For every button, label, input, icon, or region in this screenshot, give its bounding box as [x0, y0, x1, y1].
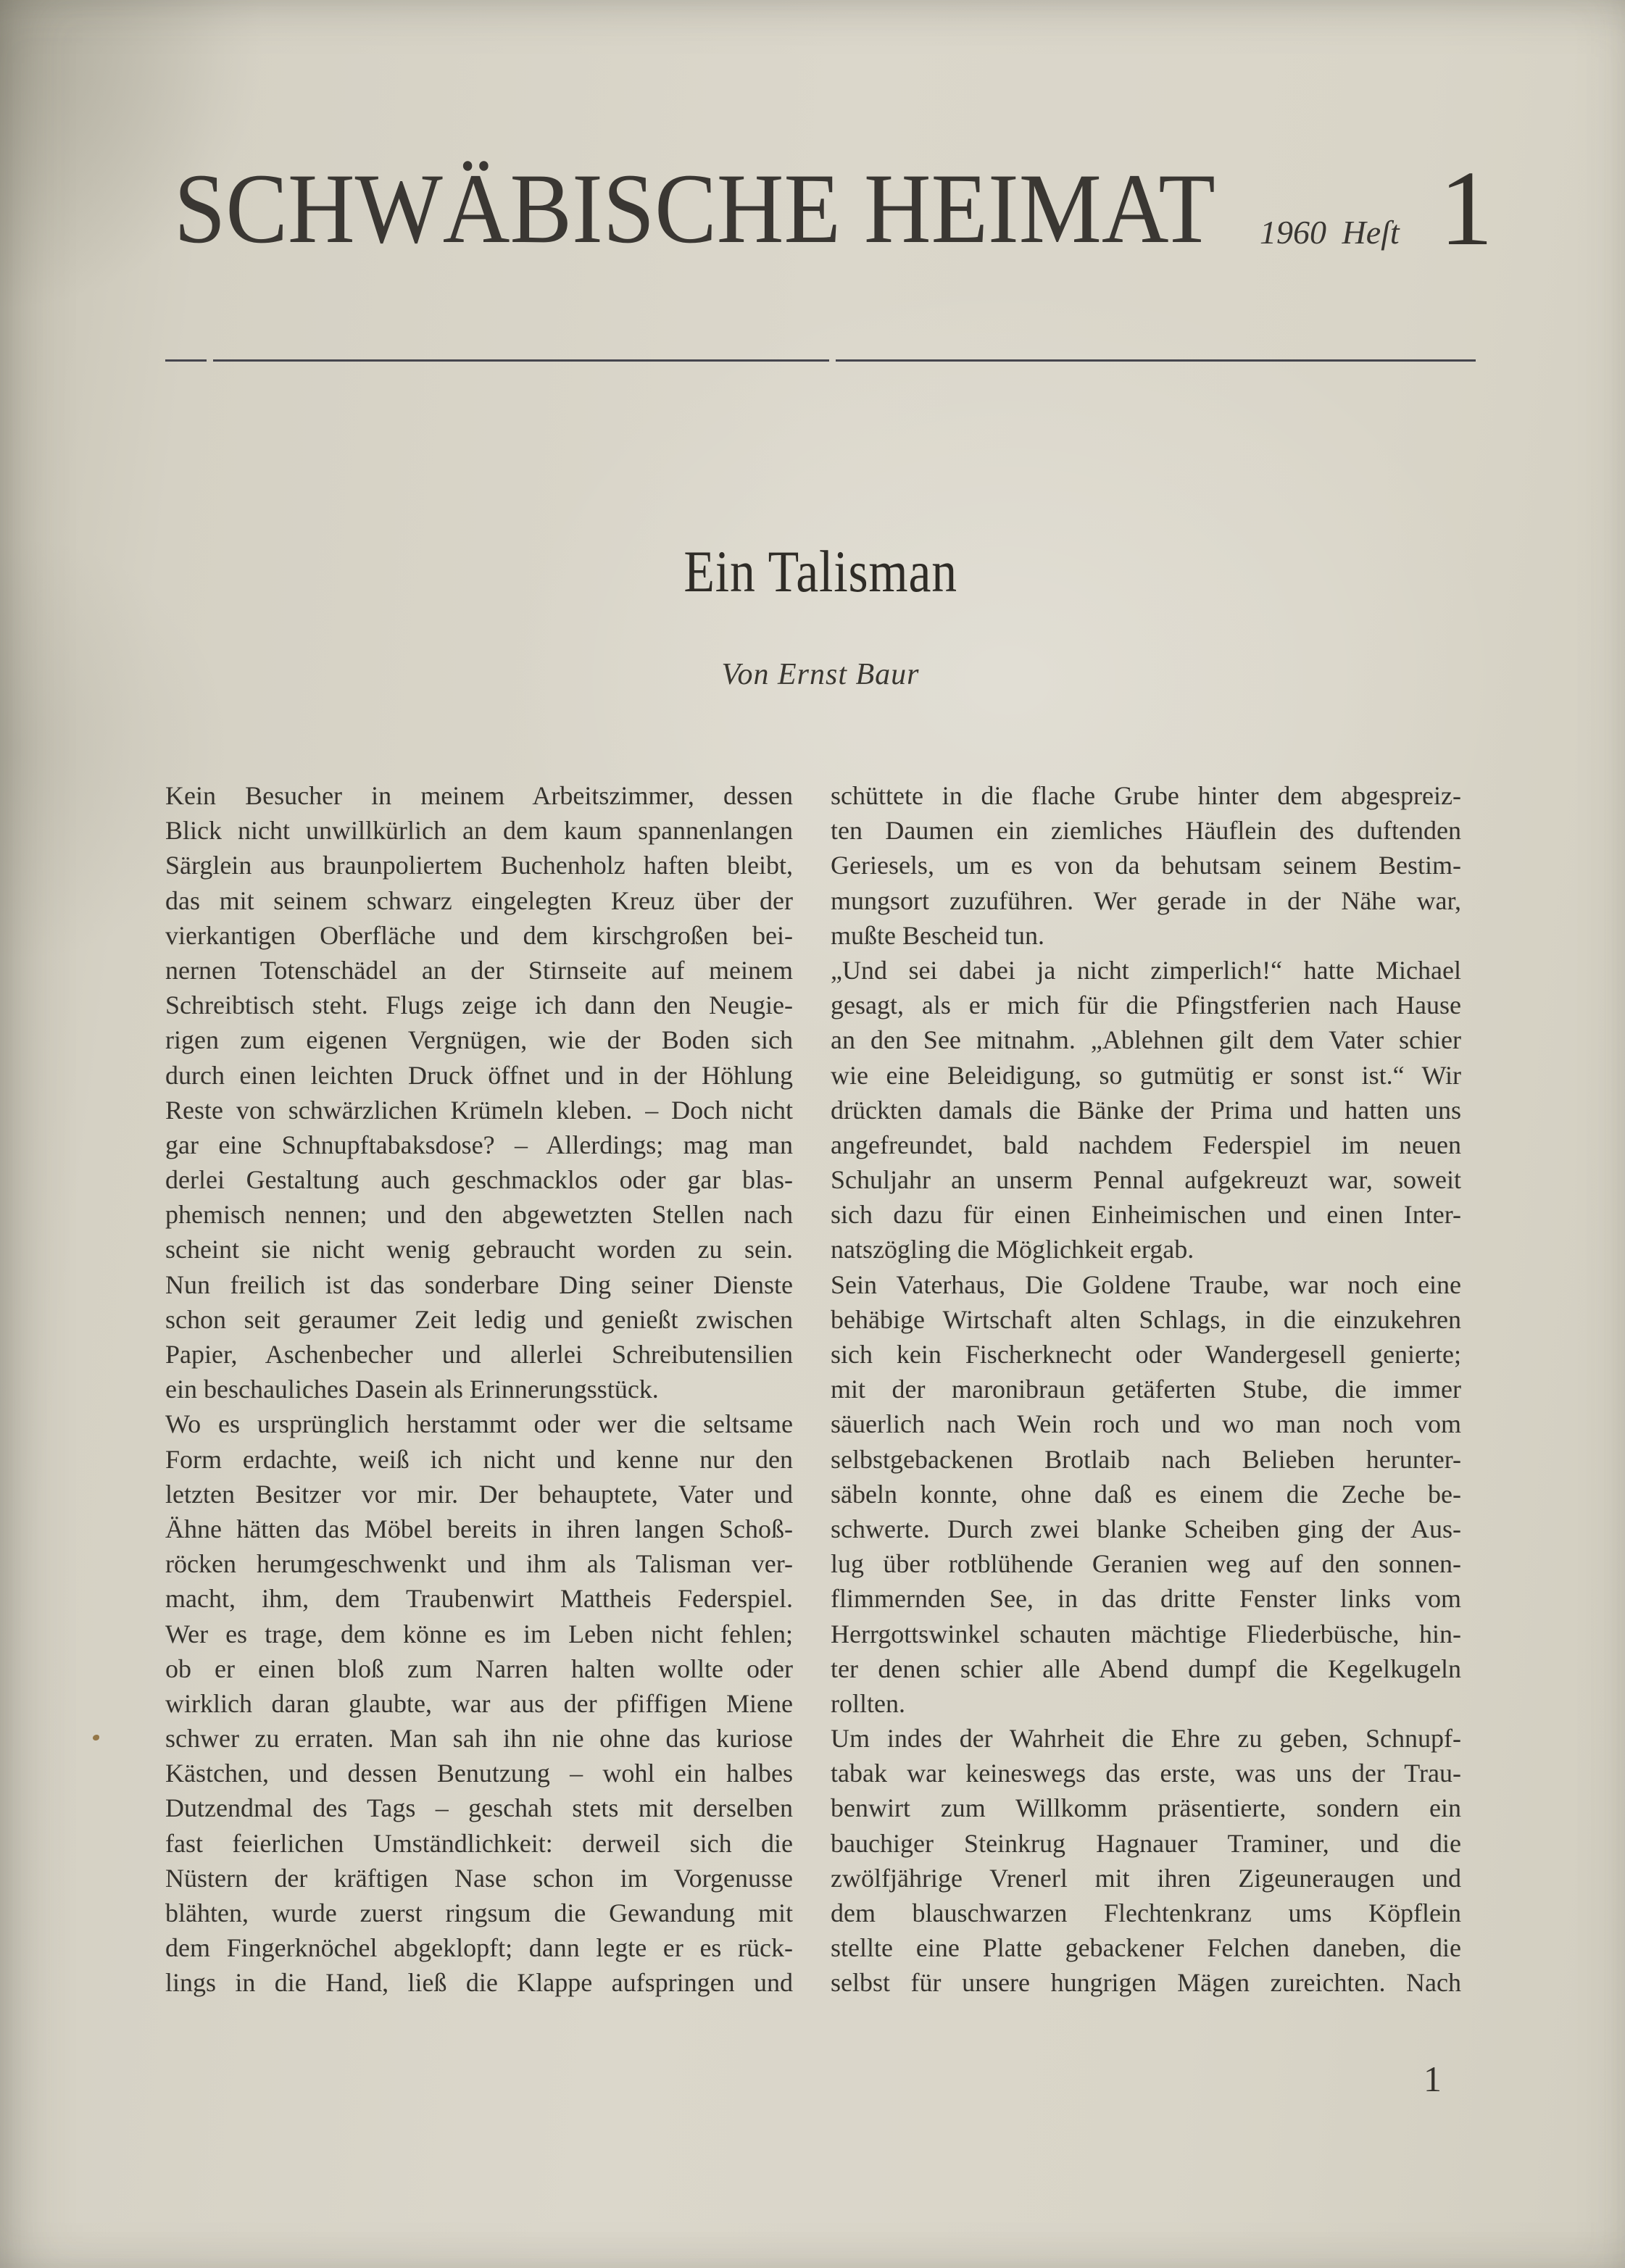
text-line: „Und sei dabei ja nicht zimperlich!“ hatte Michael [831, 955, 1461, 985]
text-line: natszögling die Möglichkeit ergab. [831, 1235, 1194, 1264]
text-line: mußte Bescheid tun. [831, 920, 1044, 950]
text-line: durch einen leichten Druck öffnet und in der Höhlung [165, 1060, 793, 1090]
text-line: flimmernden See, in das dritte Fenster links vom [831, 1584, 1461, 1614]
text-line: scheint sie nicht wenig gebraucht worden zu sein. [165, 1235, 793, 1264]
text-line: röcken herumgeschwenkt und ihm als Talisman ver- [165, 1549, 793, 1579]
issue-heft-label: Heſt [1342, 214, 1400, 251]
text-line: macht, ihm, dem Traubenwirt Mattheis Federspiel. [165, 1584, 793, 1614]
text-line: derlei Gestaltung auch geschmacklos oder gar blas- [165, 1165, 793, 1195]
text-line: Schreibtisch steht. Flugs zeige ich dann den Neugie- [165, 991, 793, 1020]
text-line: Kästchen, und dessen Benutzung – wohl ein halbes [165, 1759, 793, 1788]
text-line: tabak war keineswegs das erste, was uns der Trau- [831, 1759, 1461, 1788]
column-right [831, 778, 1461, 2001]
text-line: sich dazu für einen Einheimischen und einen Inter- [831, 1200, 1461, 1230]
text-line: Kein Besucher in meinem Arbeitszimmer, dessen [165, 781, 793, 810]
text-line: phemisch nennen; und den abgewetzten Stellen nach [165, 1200, 793, 1230]
text-line: gesagt, als er mich für die Pfingstferien nach Hause [831, 991, 1461, 1020]
text-line: das mit seinem schwarz eingelegten Kreuz über der [165, 885, 793, 915]
text-line: ein beschauliches Dasein als Erinnerungsstück. [165, 1375, 659, 1404]
text-line: blähten, wurde zuerst ringsum die Gewandung mit [165, 1898, 793, 1927]
issue-number: 1 [1439, 149, 1493, 268]
text-line: bauchiger Steinkrug Hagnauer Traminer, und die [831, 1828, 1461, 1858]
article-byline: Von Ernst Baur [721, 658, 920, 691]
text-line: lings in die Hand, ließ die Klappe aufspringen und [165, 1968, 793, 1998]
text-line: letzten Besitzer vor mir. Der behauptete, Vater und [165, 1479, 793, 1509]
text-line: schüttete in die flache Grube hinter dem abgespreiz- [831, 781, 1461, 810]
text-line: Nüstern der kräftigen Nase schon im Vorgenusse [165, 1863, 793, 1893]
text-line: behäbige Wirtschaft alten Schlags, in die einzukehren [831, 1304, 1461, 1334]
text-line: säbeln konnte, ohne daß es einem die Zeche be- [831, 1479, 1461, 1509]
text-line: Särglein aus braunpoliertem Buchenholz haften bleibt, [165, 851, 793, 880]
text-line: Reste von schwärzlichen Krümeln kleben. – Doch nicht [165, 1095, 793, 1125]
issue-year: 1960 [1260, 214, 1326, 251]
text-line: rigen zum eigenen Vergnügen, wie der Boden sich [165, 1025, 793, 1055]
text-line: sich kein Fischerknecht oder Wandergesell genierte; [831, 1340, 1461, 1369]
text-line: rollten. [831, 1688, 905, 1718]
text-line: schwerte. Durch zwei blanke Scheiben ging der Aus- [831, 1514, 1461, 1543]
text-line: Blick nicht unwillkürlich an dem kaum spannenlangen [165, 816, 793, 846]
text-line: Nun freilich ist das sonderbare Ding seiner Dienste [165, 1270, 793, 1299]
text-line: ter denen schier alle Abend dumpf die Kegelkugeln [831, 1654, 1461, 1683]
text-line: mit der maronibraun getäferten Stube, die immer [831, 1375, 1461, 1404]
column-left [165, 778, 793, 2001]
text-line: dem Fingerknöchel abgeklopft; dann legte er es rück- [165, 1933, 793, 1963]
text-line: Geriesels, um es von da behutsam seinem Bestim- [831, 851, 1461, 880]
text-line: selbstgebackenen Brotlaib nach Belieben herunter- [831, 1444, 1461, 1474]
paper-speck [93, 1735, 99, 1740]
text-line: lug über rotblühende Geranien weg auf den sonnen- [831, 1549, 1461, 1579]
text-line: fast feierlichen Umständlichkeit: derweil sich die [165, 1828, 793, 1858]
issue-info [1260, 216, 1400, 249]
text-line: ob er einen bloß zum Narren halten wollte oder [165, 1654, 793, 1683]
text-line: Dutzendmal des Tags – geschah stets mit derselben [165, 1793, 793, 1823]
text-line: drückten damals die Bänke der Prima und hatten uns [831, 1095, 1461, 1125]
page-number: 1 [1424, 2059, 1442, 2099]
text-line: schon seit geraumer Zeit ledig und genießt zwischen [165, 1304, 793, 1334]
text-line: angefreundet, bald nachdem Federspiel im neuen [831, 1130, 1461, 1159]
text-line: vierkantigen Oberfläche und dem kirschgroßen bei- [165, 920, 793, 950]
article-title [165, 538, 1476, 604]
text-line: zwölfjährige Vrenerl mit ihren Zigeuneraugen und [831, 1863, 1461, 1893]
text-line: Ähne hätten das Möbel bereits in ihren langen Schoß- [165, 1514, 793, 1543]
text-line: Form erdachte, weiß ich nicht und kenne nur den [165, 1444, 793, 1474]
text-line: Papier, Aschenbecher und allerlei Schreibutensilien [165, 1340, 793, 1369]
text-line: benwirt zum Willkomm präsentierte, sondern ein [831, 1793, 1461, 1823]
text-line: säuerlich nach Wein roch und wo man noch vom [831, 1409, 1461, 1439]
text-line: schwer zu erraten. Man sah ihn nie ohne das kuriose [165, 1724, 793, 1754]
text-line: dem blauschwarzen Flechtenkranz ums Köpflein [831, 1898, 1461, 1927]
text-line: gar eine Schnupftabaksdose? – Allerdings; mag man [165, 1130, 793, 1159]
text-line: Herrgottswinkel schauten mächtige Fliederbüsche, hin- [831, 1619, 1461, 1648]
text-line: wirklich daran glaubte, war aus der pfiffigen Miene [165, 1688, 793, 1718]
text-line: Um indes der Wahrheit die Ehre zu geben, Schnupf- [831, 1724, 1461, 1754]
text-line: Wo es ursprünglich herstammt oder wer die seltsame [165, 1409, 793, 1439]
header-divider-rule [165, 359, 1476, 362]
text-line: an den See mitnahm. „Ablehnen gilt dem Vater schier [831, 1025, 1461, 1055]
text-line: Wer es trage, dem könne es im Leben nicht fehlen; [165, 1619, 793, 1648]
text-line: stellte eine Platte gebackener Felchen daneben, die [831, 1933, 1461, 1963]
article-title-text: Ein Talisman [683, 538, 957, 604]
text-line: Sein Vaterhaus, Die Goldene Traube, war noch eine [831, 1270, 1461, 1299]
magazine-title-text: SCHWÄBISCHE HEIMAT [174, 153, 1215, 264]
text-line: wie eine Beleidigung, so gutmütig er sonst ist.“ Wir [831, 1060, 1461, 1090]
text-line: selbst für unsere hungrigen Mägen zureichten. Nach [831, 1968, 1461, 1998]
text-line: Schuljahr an unserm Pennal aufgekreuzt war, soweit [831, 1165, 1461, 1195]
text-line: mungsort zuzuführen. Wer gerade in der Nähe war, [831, 885, 1461, 915]
magazine-title [174, 153, 1294, 264]
text-line: nernen Totenschädel an der Stirnseite auf meinem [165, 955, 793, 985]
text-line: ten Daumen ein ziemliches Häuflein des duftenden [831, 816, 1461, 846]
